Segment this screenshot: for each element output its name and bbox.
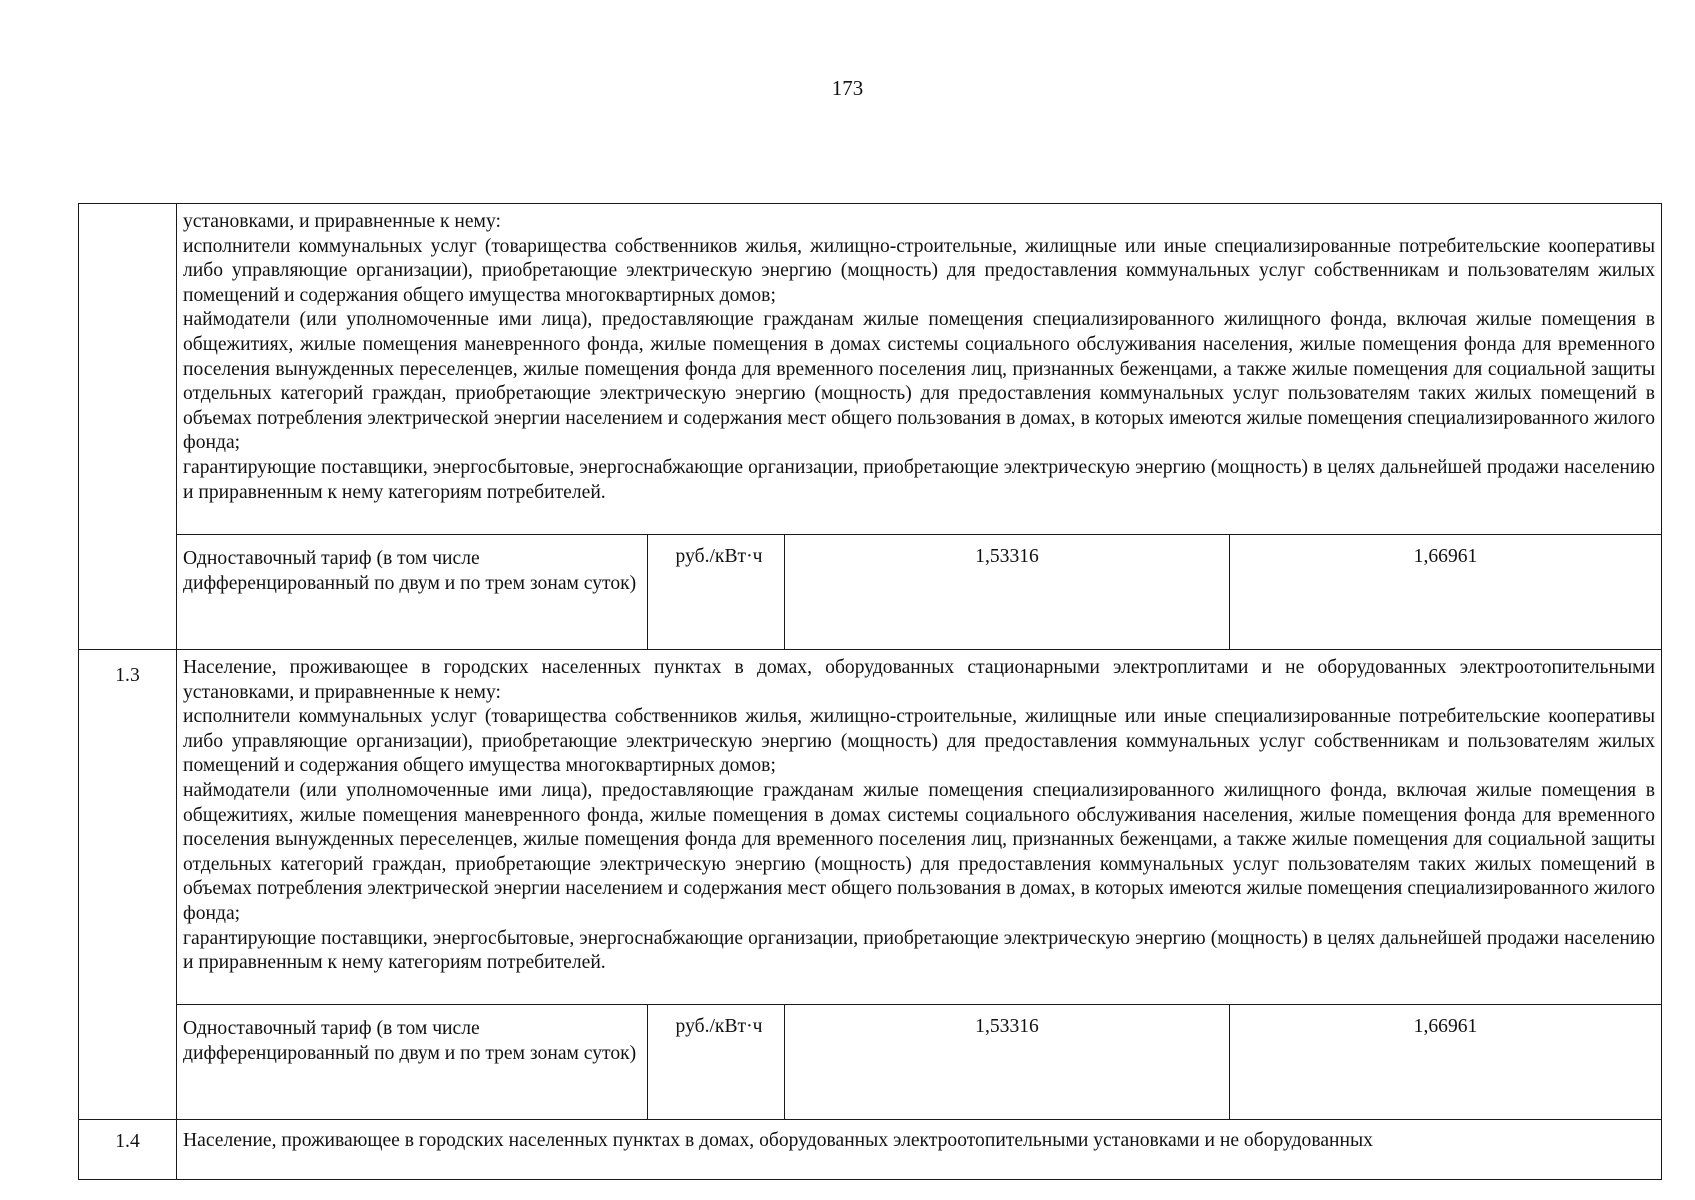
tariff-value-second-half: 1,66961 <box>1230 1005 1662 1120</box>
tariff-name-cell: Одноставочный тариф (в том числе дифференцированный по двум и по трем зонам суток) <box>177 535 648 650</box>
description-paragraph: исполнители коммунальных услуг (товарищества собственников жилья, жилищно-строительные, жилищные или иные специализированные потребительские кооперативы либо управляющие организации), приобретающие электрическую энергию (мощность) для предоставления коммунальных услуг собственникам и пользователям жилых помещений и содержания общего имущества многоквартирных домов; <box>183 706 1655 777</box>
description-paragraph: исполнители коммунальных услуг (товарищества собственников жилья, жилищно-строительные, жилищные или иные специализированные потребительские кооперативы либо управляющие организации), приобретающие электрическую энергию (мощность) для предоставления коммунальных услуг собственникам и пользователям жилых помещений и содержания общего имущества многоквартирных домов; <box>183 235 1655 306</box>
tariff-value-first-half: 1,53316 <box>785 1005 1230 1120</box>
tariff-name-cell: Одноставочный тариф (в том числе дифференцированный по двум и по трем зонам суток) <box>177 1005 648 1120</box>
row-number-cell-empty <box>79 204 177 650</box>
tariff-unit-cell: руб./кВт·ч <box>648 1005 785 1120</box>
row-number-cell: 1.3 <box>79 650 177 1120</box>
tariff-unit-cell: руб./кВт·ч <box>648 535 785 650</box>
row-number-cell: 1.4 <box>79 1120 177 1180</box>
consumer-description-cell <box>177 204 1662 535</box>
page-number: 173 <box>831 76 864 100</box>
tariff-value-first-half: 1,53316 <box>785 535 1230 650</box>
consumer-description-cell <box>177 1120 1662 1180</box>
description-paragraph: наймодатели (или уполномоченные ими лица), предоставляющие гражданам жилые помещения специализированного жилищного фонда, включая жилые помещения в общежитиях, жилые помещения маневренного фонда, жилые помещения в домах системы социального обслуживания населения, жилые помещения фонда для временного поселения вынужденных переселенцев, жилые помещения фонда для временного поселения лиц, признанных беженцами, а также жилые помещения для социальной защиты отдельных категорий граждан, приобретающие электрическую энергию (мощность) для предоставления коммунальных услуг пользователям таких жилых помещений в объемах потребления электрической энергии населением и содержания мест общего пользования в домах, в которых имеются жилые помещения специализированного жилого фонда; <box>183 779 1655 924</box>
tariff-value-second-half: 1,66961 <box>1230 535 1662 650</box>
table-row-1-4 <box>79 1120 1662 1180</box>
tariff-table <box>78 203 1662 1180</box>
tariff-row <box>79 1005 1662 1120</box>
tariff-row <box>79 535 1662 650</box>
table-row-continuation <box>79 204 1662 535</box>
description-paragraph: наймодатели (или уполномоченные ими лица), предоставляющие гражданам жилые помещения специализированного жилищного фонда, включая жилые помещения в общежитиях, жилые помещения маневренного фонда, жилые помещения в домах системы социального обслуживания населения, жилые помещения фонда для временного поселения вынужденных переселенцев, жилые помещения фонда для временного поселения лиц, признанных беженцами, а также жилые помещения для социальной защиты отдельных категорий граждан, приобретающие электрическую энергию (мощность) для предоставления коммунальных услуг пользователям таких жилых помещений в объемах потребления электрической энергии населением и содержания мест общего пользования в домах, в которых имеются жилые помещения специализированного жилого фонда; <box>183 309 1655 454</box>
description-paragraph: Население, проживающее в городских населенных пунктах в домах, оборудованных электроотопительными установками и не оборудованных <box>183 1130 1373 1151</box>
consumer-description-cell <box>177 650 1662 1005</box>
description-paragraph: установками, и приравненные к нему: <box>183 211 501 232</box>
description-paragraph: гарантирующие поставщики, энергосбытовые, энергоснабжающие организации, приобретающие электрическую энергию (мощность) в целях дальнейшей продажи населению и приравненным к нему категориям потребителей. <box>183 456 1655 503</box>
table-row-1-3 <box>79 650 1662 1005</box>
description-paragraph: гарантирующие поставщики, энергосбытовые, энергоснабжающие организации, приобретающие электрическую энергию (мощность) в целях дальнейшей продажи населению и приравненным к нему категориям потребителей. <box>183 927 1655 974</box>
description-paragraph: Население, проживающее в городских населенных пунктах в домах, оборудованных стационарными электроплитами и не оборудованных электроотопительными установками, и приравненные к нему: <box>183 657 1655 703</box>
